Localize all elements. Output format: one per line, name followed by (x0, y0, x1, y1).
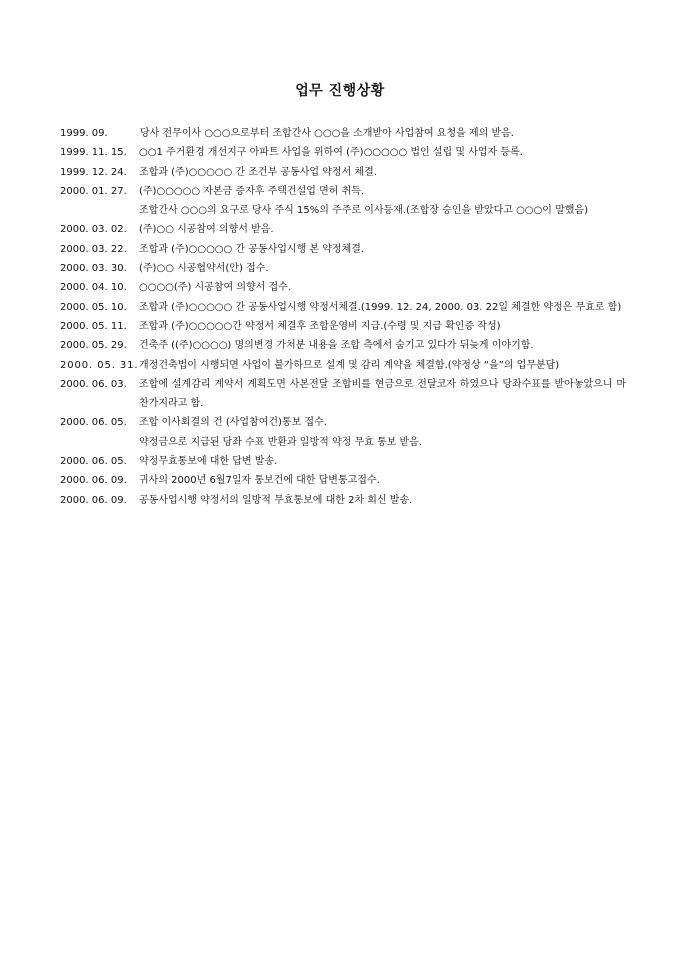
list-item (60, 182, 626, 201)
entry-date: 2000. 06. 05. (60, 417, 127, 429)
entry-date: 1999. 11. 15. (60, 147, 127, 159)
entry-text: 조합과 (주)○○○○○ 간 조건부 공동사업 약정서 체결. (139, 166, 377, 178)
entry-text: (주)○○○○○ 자본금 증자후 주택건설업 면허 취득. (139, 185, 365, 197)
entry-text: 조합간사 ○○○의 요구로 당사 주식 15%의 주주로 이사등재.(조합장 승인을 받았다고 ○○○이 말했음) (139, 205, 588, 217)
entry-date: 1999. 09. (60, 128, 108, 139)
entry-date: 2000. 06. 09. (60, 494, 127, 506)
entry-text: 건축주 ((주)○○○○) 명의변경 가처분 내용을 조합 측에서 숨기고 있다가 뒤늦게 이야기함. (139, 340, 534, 352)
list-item (60, 491, 626, 510)
entry-date: 1999. 12. 24. (60, 166, 127, 178)
entry-text: ○○1 주거환경 개선지구 아파트 사업을 위하여 (주)○○○○○ 법인 설립 및 사업자 등록. (139, 147, 523, 159)
entry-text: 약정금으로 지급된 당좌 수표 반환과 일방적 약정 무효 통보 받음. (139, 436, 422, 448)
entry-text: (주)○○ 시공협약서(안) 접수. (139, 263, 269, 275)
entry-date: 2000. 05. 31. (60, 359, 139, 371)
list-item (60, 356, 626, 375)
entry-date: 2000. 03. 30. (60, 263, 127, 275)
entry-text: 공동사업시행 약정서의 일방적 무효통보에 대한 2차 회신 발송. (139, 494, 413, 506)
entry-date: 2000. 05. 29. (60, 340, 127, 352)
entry-text: (주)○○ 시공참여 의향서 받음. (139, 224, 274, 236)
entry-date (60, 433, 139, 452)
entry-date (60, 201, 139, 220)
list-item (60, 124, 626, 143)
entry-text: 조합 이사회결의 건 (사업참여건)통보 접수. (139, 417, 327, 429)
list-item (60, 240, 626, 259)
entry-date: 2000. 03. 02. (60, 224, 127, 236)
list-item (60, 201, 626, 220)
entry-date: 2000. 06. 09. (60, 475, 127, 487)
list-item (60, 163, 626, 182)
entry-date: 2000. 05. 11. (60, 320, 127, 332)
entry-text: 당사 전무이사 ○○○으로부터 조합간사 ○○○을 소개받아 사업참여 요청을 제의 받음. (140, 128, 514, 139)
entry-text: 개정건축법이 시행되면 사업이 불가하므로 설계 및 감리 계약을 체결함.(약정상 “을”의 업무분담) (139, 359, 560, 371)
entry-list (60, 124, 626, 510)
entry-date: 2000. 03. 22. (60, 243, 127, 255)
list-item (60, 433, 626, 452)
list-item (60, 278, 626, 297)
list-item (60, 317, 626, 336)
document-title: 업무 진행상황 (295, 83, 385, 99)
entry-date: 2000. 05. 10. (60, 301, 127, 313)
list-item (60, 143, 626, 162)
list-item (60, 336, 626, 355)
list-item (60, 259, 626, 278)
list-item (60, 375, 626, 414)
entry-text: 조합에 설계감리 계약서 계획도면 사본전달 조합비를 현금으로 전달코자 하였으나 당좌수표를 받아놓았으니 마찬가지라고 함. (139, 378, 626, 410)
entry-date: 2000. 06. 03. (60, 378, 127, 390)
list-item (60, 452, 626, 471)
list-item (60, 298, 626, 317)
entry-date: 2000. 06. 05. (60, 456, 127, 468)
entry-text: 약정무효통보에 대한 답변 발송. (139, 456, 278, 468)
entry-text: 조합과 (주)○○○○○간 약정서 체결후 조합운영비 지급.(수령 및 지급 확인증 작성) (139, 320, 501, 332)
list-item (60, 471, 626, 490)
entry-date: 2000. 04. 10. (60, 282, 127, 294)
list-item (60, 220, 626, 239)
entry-date: 2000. 01. 27. (60, 185, 127, 197)
entry-text: ○○○○(주) 시공참여 의향서 접수. (139, 282, 292, 294)
entry-text: 조합과 (주)○○○○○ 간 공동사업시행 본 약정체결. (139, 243, 365, 255)
entry-text: 조합과 (주)○○○○○ 간 공동사업시행 약정서체결.(1999. 12. 24, 2000. 03. 22일 체결한 약정은 무효로 함) (139, 301, 622, 313)
list-item (60, 413, 626, 432)
entry-text: 귀사의 2000년 6월7일자 통보건에 대한 답변통고접수. (139, 475, 380, 487)
